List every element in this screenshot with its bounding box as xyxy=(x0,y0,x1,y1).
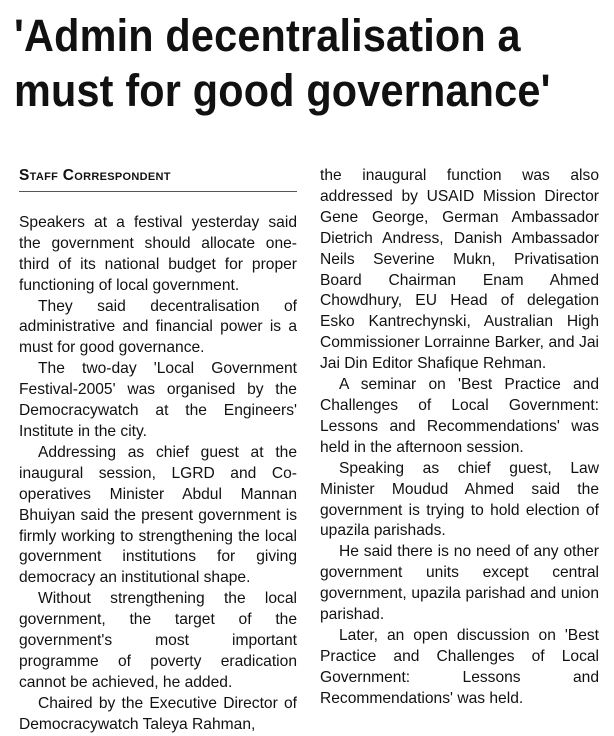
paragraph: Later, an open discussion on 'Best Practice and Challenges of Local Government: Lessons and Recommendations' was held. xyxy=(320,626,599,707)
paragraph: Addressing as chief guest at the inaugural session, LGRD and Co-operatives Minister Abdul Mannan Bhuiyan said the present government is firmly working to strengthening the local government institutions for giving democracy an institutional shape. xyxy=(19,443,297,587)
paragraph: Speaking as chief guest, Law Minister Moudud Ahmed said the government is trying to hold election of upazila parishads. xyxy=(320,459,599,540)
article-column-right xyxy=(320,166,599,710)
headline-line-2: must for good governance' xyxy=(14,65,551,116)
headline-line-1: 'Admin decentralisation a xyxy=(14,10,521,61)
headline xyxy=(14,8,559,118)
byline: Staff Correspondent xyxy=(19,166,297,192)
paragraph: Chaired by the Executive Director of Democracywatch Taleya Rahman, xyxy=(19,694,297,733)
paragraph: A seminar on 'Best Practice and Challenges of Local Government: Lessons and Recommendations' was held in the afternoon session. xyxy=(320,376,599,456)
paragraph: Without strengthening the local government, the target of the government's most important programme of poverty eradication cannot be achieved, he added. xyxy=(19,590,297,691)
paragraph: the inaugural function was also addressed by USAID Mission Director Gene George, German Ambassador Dietrich Andress, Danish Ambassador Neils Severine Mukn, Privatisation Board Chairman Enam Ahmed Chowdhury, EU Head of delegation Esko Kantrechynski, Australian High Commissioner Lorrainne Barker, and Jai Jai Din Editor Shafique Rehman. xyxy=(320,167,599,373)
paragraph: He said there is no need of any other government units except central government, upazila parishad and union parishad. xyxy=(320,543,599,624)
paragraph: Speakers at a festival yesterday said the government should allocate one-third of its national budget for proper functioning of local government. xyxy=(19,213,297,294)
article-column-left xyxy=(19,166,297,736)
paragraph: The two-day 'Local Government Festival-2005' was organised by the Democracywatch at the Engineers' Institute in the city. xyxy=(19,360,297,440)
paragraph: They said decentralisation of administrative and financial power is a must for good governance. xyxy=(19,297,297,357)
